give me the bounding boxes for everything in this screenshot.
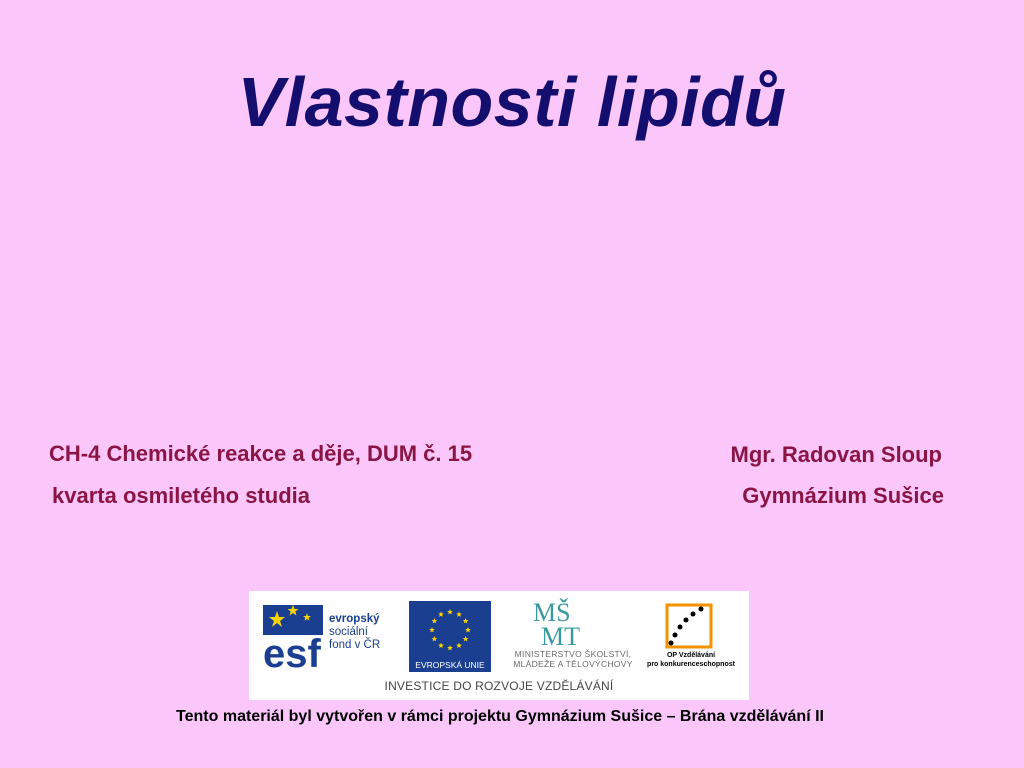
eu-caption: EVROPSKÁ UNIE — [409, 658, 491, 672]
school-name: Gymnázium Sušice — [742, 483, 944, 508]
footer-text: Tento materiál byl vytvořen v rámci projektu Gymnázium Sušice – Brána vzdělávání II — [176, 708, 824, 725]
esf-caption-line2: sociální — [329, 626, 368, 638]
op-caption-line2: pro konkurenceschopnost — [647, 661, 735, 668]
msmt-caption-line2: MLÁDEŽE A TĚLOVÝCHOVY — [513, 659, 633, 669]
subject-line: CH-4 Chemické reakce a děje, DUM č. 15 — [49, 441, 473, 466]
author-name: Mgr. Radovan Sloup — [730, 442, 942, 467]
eu-flag-icon — [409, 601, 491, 659]
msmt-caption — [497, 649, 649, 669]
sponsor-logo-strip — [249, 591, 749, 700]
msmt-caption-line1: MINISTERSTVO ŠKOLSTVÍ, — [514, 649, 632, 659]
class-line: kvarta osmiletého studia — [52, 483, 310, 508]
investice-caption: INVESTICE DO ROZVOJE VZDĚLÁVÁNÍ — [384, 679, 614, 693]
esf-caption — [329, 613, 380, 652]
op-caption-line1: OP Vzdělávání — [666, 652, 716, 659]
esf-caption-line1: evropský — [329, 613, 380, 625]
op-vzdelavani-logo — [663, 599, 717, 651]
svg-text:MŠ: MŠ — [533, 598, 571, 627]
op-caption — [641, 651, 741, 669]
msmt-logo — [531, 597, 591, 649]
svg-text:MT: MT — [541, 622, 580, 649]
slide-title: Vlastnosti lipidů — [237, 63, 787, 141]
esf-caption-line3: fond v ČR — [329, 639, 381, 651]
svg-text:esf: esf — [263, 632, 321, 671]
